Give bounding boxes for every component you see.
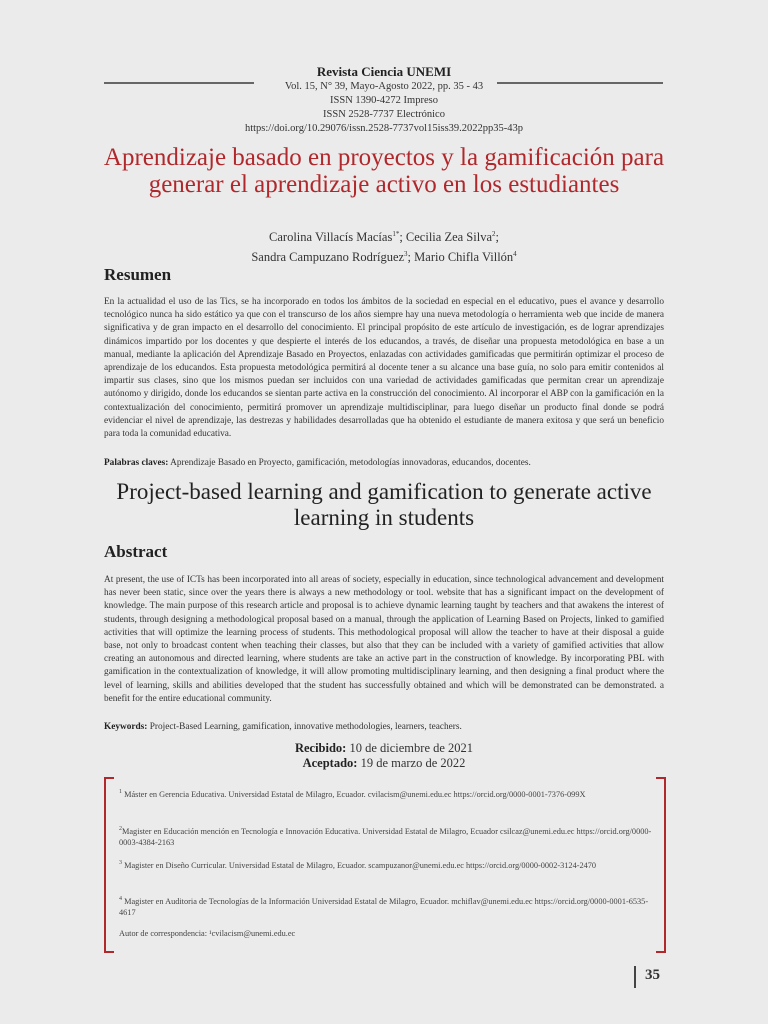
footnote-4 bbox=[119, 894, 654, 919]
keywords-en bbox=[104, 722, 664, 732]
journal-volume: Vol. 15, N° 39, Mayo-Agosto 2022, pp. 35 - 43 bbox=[284, 81, 484, 92]
footnote-2 bbox=[119, 824, 654, 849]
footnote-1 bbox=[119, 787, 654, 800]
footnote-sup: 2 bbox=[119, 826, 122, 832]
journal-name: Revista Ciencia UNEMI bbox=[316, 64, 452, 79]
footnote-text: Magister en Educación mención en Tecnología e Innovación Educativa. Universidad Estatal de Milagro, Ecuador csilcaz@unemi.edu.ec https://orcid.org/0000-0003-4384-2163 bbox=[119, 826, 652, 848]
author-name: Carolina Villacís Macías bbox=[269, 230, 393, 245]
author-list bbox=[100, 226, 668, 266]
accepted-label: Aceptado: bbox=[302, 756, 358, 770]
abstract-text: At present, the use of ICTs has been incorporated into all areas of society, especially in education, since technological advancement and development has never been static, since over the years there is always a new methodology or tool. website that has a significant impact on the development of knowledge. The main purpose of this research article and proposal is to achieve dynamic learning taught by teachers and that awakens the interest of students, through designing a methodological proposal based on a manual, through the application of Learning Based on Projects, linked to gamified activities that will optimize the learning process of students. This methodological proposal will allow the teacher to have at their disposal a guide base, not only to broadcast content when teaching their classes, but also that they can be included with a variety of gamified activities that allow creating an autonomous and directed learning, where students are take an active part in the construction of knowledge. By incorporating PBL with gamification in the contextualization of knowledge, it will allow promoting multidisciplinary learning, and then designing a final product where the level of learning, skills and abilities developed that the student has successfully obtained and which will be demonstrated can be demonstrated. a benefit for the entire educational community. bbox=[104, 575, 664, 704]
author-name: Mario Chifla Villón bbox=[414, 250, 514, 265]
received-value: 10 de diciembre de 2021 bbox=[346, 741, 474, 755]
author-name: Sandra Campuzano Rodríguez bbox=[251, 250, 405, 265]
abstract-heading: Abstract bbox=[104, 542, 168, 561]
footnote-text: Máster en Gerencia Educativa. Universidad Estatal de Milagro, Ecuador. cvilacism@unemi.edu.ec https://orcid.org/0000-0001-7376-099X bbox=[122, 789, 586, 799]
article-title-en: Project-based learning and gamification to generate active learning in students bbox=[116, 479, 652, 530]
footnote-bracket-left bbox=[104, 777, 114, 953]
keywords-es bbox=[104, 458, 664, 468]
author-affiliation-sup: 3 bbox=[404, 250, 408, 259]
resumen-text: En la actualidad el uso de las Tics, se ha incorporado en todos los ámbitos de la sociedad en especial en el educativo, pues el avance y desarrollo tecnológico nunca ha sido estático ya que con el transcurso de los años siempre hay una nueva metodología o herramienta web que incide de manera significativa y de gran impacto en el desarrollo del conocimiento. El principal propósito de este artículo de investigación, es de lograr aprendizajes dinámicos impartido por los docentes y que despierte el interés de los educandos, a través, de diseñar una propuesta metodológica en base a un manual, mediante la aplicación del Aprendizaje Basado en Proyectos, enlazadas con actividades gamificadas que permitirán optimizar el proceso de aprendizaje de los educandos. Esta propuesta metodológica permitirá al docente tener a su alcance una base guía, no solo para emitir contenidos al impartir sus clases, sino que los mismos puedan ser incluidos con una variedad de actividades gamificadas que permitan crear un aprendizaje autónomo y dirigido, donde los educandos se sientan parte activa en la construcción del conocimiento. Al incorporar el ABP con la gamificación en la contextualización del conocimiento, permitirá promover un aprendizaje multidisciplinar, para luego diseñar un producto final donde se podrá evidenciar el nivel de aprendizaje, las destrezas y habilidades desarrolladas que ha obtenido el estudiante de manera exitosa y que será un beneficio para toda la comunidad educativa. bbox=[104, 297, 664, 440]
keywords-es-list: Aprendizaje Basado en Proyecto, gamificación, metodologías innovadoras, educandos, docentes. bbox=[168, 458, 531, 468]
correspondence-note: Autor de correspondencia: ¹cvilacism@unemi.edu.ec bbox=[119, 929, 296, 938]
keywords-es-label: Palabras claves: bbox=[104, 458, 169, 468]
page-number-bar bbox=[634, 966, 636, 988]
received-date bbox=[0, 741, 768, 756]
doi-link[interactable]: https://doi.org/10.29076/issn.2528-7737vol15iss39.2022pp35-43p bbox=[244, 123, 524, 134]
resumen-heading: Resumen bbox=[104, 265, 172, 284]
keywords-en-list: Project-Based Learning, gamification, innovative methodologies, learners, teachers. bbox=[147, 722, 462, 732]
footnote-text: Magister en Diseño Curricular. Universidad Estatal de Milagro, Ecuador. scampuzanor@unemi.edu.ec https://orcid.org/0000-0002-3124-2470 bbox=[122, 860, 597, 870]
submission-dates bbox=[0, 741, 768, 771]
author-separator: ; bbox=[495, 230, 499, 245]
received-label: Recibido: bbox=[294, 741, 347, 755]
author-affiliation-sup: 2 bbox=[492, 230, 496, 238]
accepted-value: 19 de marzo de 2022 bbox=[357, 756, 466, 770]
footnote-text: Magister en Auditoria de Tecnologías de la Información Universidad Estatal de Milagro, Ecuador. mchiflav@unemi.edu.ec https://orcid.org/0000-0001-6535-4617 bbox=[119, 896, 649, 918]
accepted-date bbox=[0, 756, 768, 771]
author-name: Cecilia Zea Silva bbox=[405, 230, 492, 245]
issn-electronic: ISSN 2528-7737 Electrónico bbox=[323, 109, 445, 120]
keywords-en-label: Keywords: bbox=[104, 722, 148, 732]
page-number: 35 bbox=[645, 967, 660, 983]
author-separator: ; bbox=[399, 230, 406, 245]
article-title-es: Aprendizaje basado en proyectos y la gamificación para generar el aprendizaje activo en los estudiantes bbox=[103, 144, 665, 198]
footnote-sup: 4 bbox=[119, 896, 122, 902]
footnote-bracket-right bbox=[656, 777, 666, 953]
journal-header bbox=[0, 64, 768, 136]
issn-print: ISSN 1390-4272 Impreso bbox=[330, 95, 438, 106]
author-affiliation-sup: 4 bbox=[513, 250, 517, 259]
footnote-3 bbox=[119, 858, 654, 871]
author-separator: ; bbox=[407, 250, 415, 265]
footnote-sup: 1 bbox=[119, 789, 122, 795]
author-affiliation-sup: 1* bbox=[392, 230, 400, 238]
footnote-sup: 3 bbox=[119, 860, 122, 866]
